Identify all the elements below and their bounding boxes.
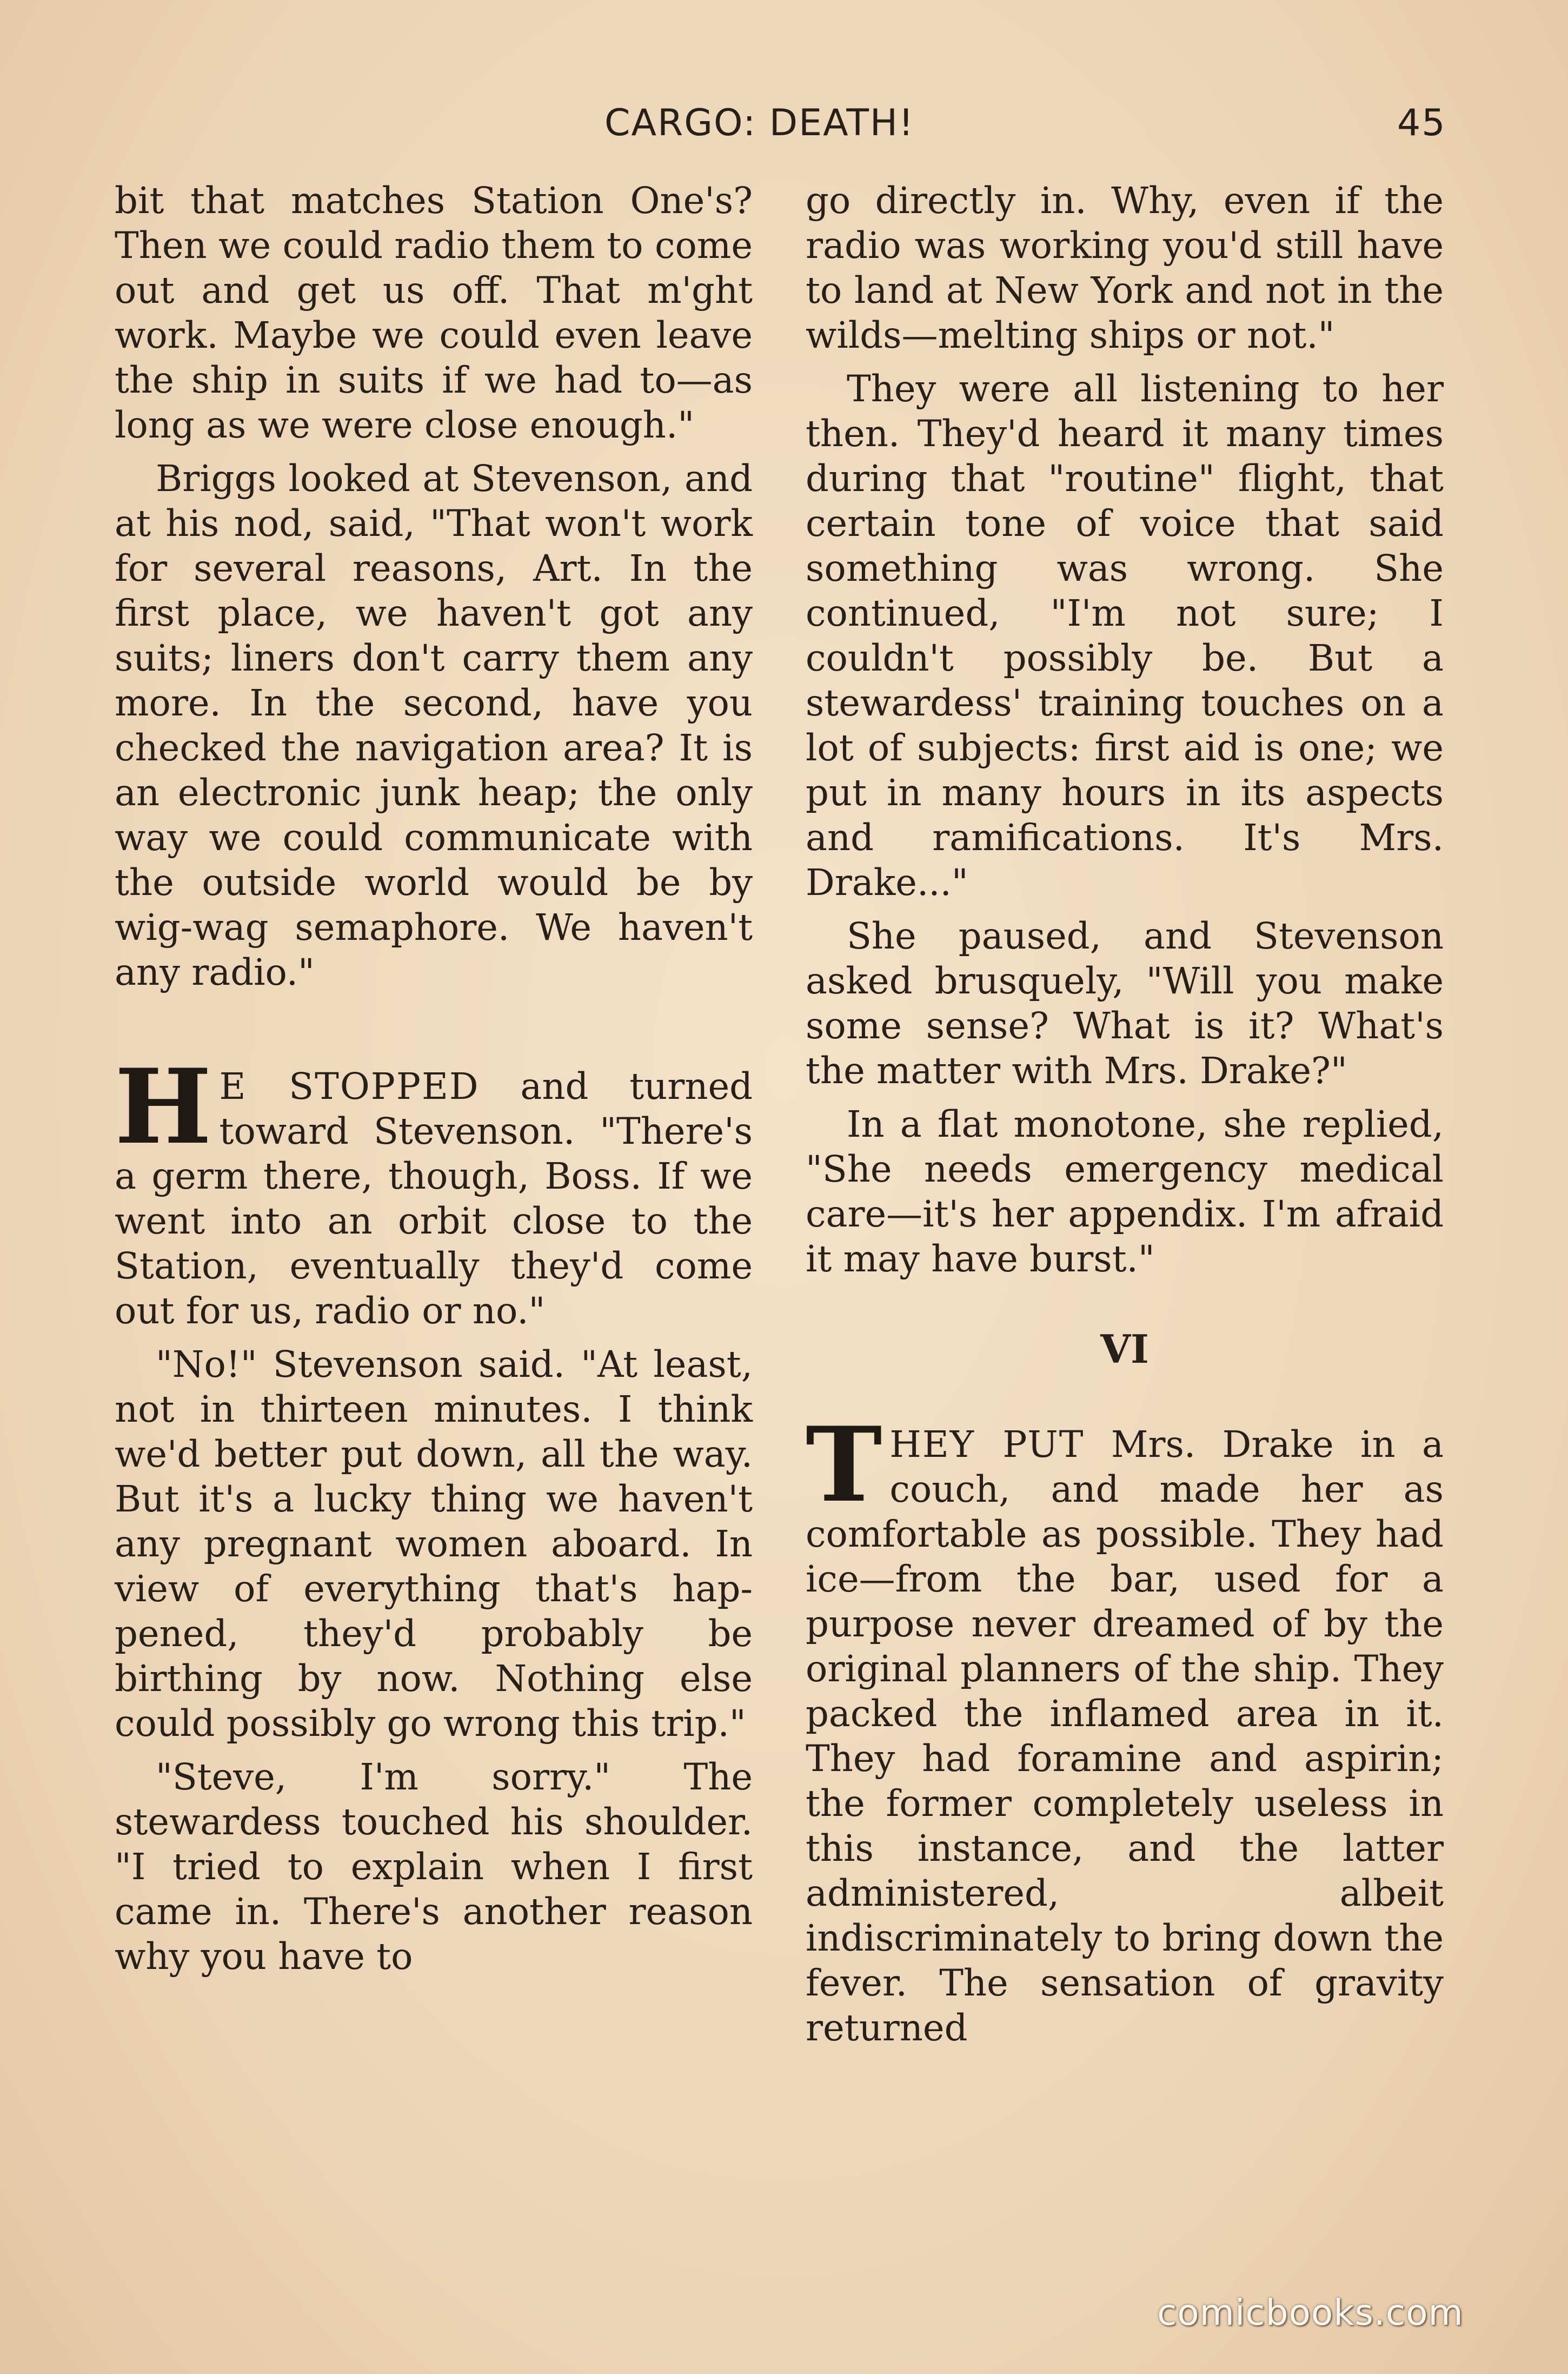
drop-cap: T	[806, 1404, 882, 1525]
section-heading: VI	[1100, 1326, 1149, 1372]
left-column	[115, 178, 753, 1979]
paragraph: "Steve, I'm sorry." The stewardess touched his shoulder. "I tried to explain when I first came in. There's another reason why you have to	[115, 1756, 753, 1978]
right-column	[806, 178, 1444, 2051]
lead-in: HEY PUT	[889, 1423, 1085, 1465]
site-watermark: comicbooks.com	[1157, 2292, 1464, 2333]
page-number: 45	[1397, 102, 1446, 144]
paragraph: bit that matches Station One's? Then we could radio them to come out and get us off. That m'ght work. Maybe we could even leave the ship in suits if we had to—as long as we were close enough."	[115, 180, 753, 446]
paragraph	[806, 1404, 1444, 2051]
paragraph: Briggs looked at Stevenson, and at his nod, said, "That won't work for several reasons, Art. In the first place, we haven't got any suits; liners don't carry them any more. In the second, have you checked the navigation area? It is an electronic junk heap; the only way we could communicate with the outside world would be by wig-wag semaphore. We haven't any radio."	[115, 457, 753, 993]
running-title: CARGO: DEATH!	[604, 102, 915, 144]
paragraph: She paused, and Stevenson asked brusquely, "Will you make some sense? What is it? What's the matter with Mrs. Drake?"	[806, 915, 1444, 1092]
paragraph	[115, 1046, 753, 1334]
paragraph: In a flat monotone, she replied, "She needs emergency medical care—it's her appendix. I'm afraid it may have burst."	[806, 1103, 1444, 1280]
running-header	[0, 97, 1568, 157]
paragraph: "No!" Stevenson said. "At least, not in thirteen minutes. I think we'd better put down, all the way. But it's a lucky thing we haven't any pregnant women aboard. In view of everything that's happened, they'd probably be birthing by now. Nothing else could possibly go wrong this trip."	[115, 1343, 753, 1745]
paragraph-text: Mrs. Drake in a couch, and made her as comfortable as possible. They had ice—from the bar, used for a purpose never dreamed of by the original planners of the ship. They packed the inflamed area in it. They had foramine and aspirin; the former completely useless in this instance, and the latter administered, albeit indiscriminately to bring down the fever. The sensation of gravity returned	[806, 1423, 1444, 2049]
paragraph: go directly in. Why, even if the radio was working you'd still have to land at New York and not in the wilds—melting ships or not."	[806, 180, 1444, 356]
paragraph: They were all listening to her then. They'd heard it many times during that "routine" flight, that certain tone of voice that said something was wrong. She continued, "I'm not sure; I couldn't possibly be. But a stewardess' training touches on a lot of subjects: first aid is one; we put in many hours in its aspects and ramifications. It's Mrs. Drake..."	[806, 368, 1444, 904]
drop-cap: H	[115, 1046, 212, 1167]
paragraph-text: and turned toward Stevenson. "There's a germ there, though, Boss. If we went into an orbit close to the Station, eventually they'd come out for us, radio or no."	[115, 1065, 753, 1332]
lead-in: E STOPPED	[219, 1065, 480, 1108]
